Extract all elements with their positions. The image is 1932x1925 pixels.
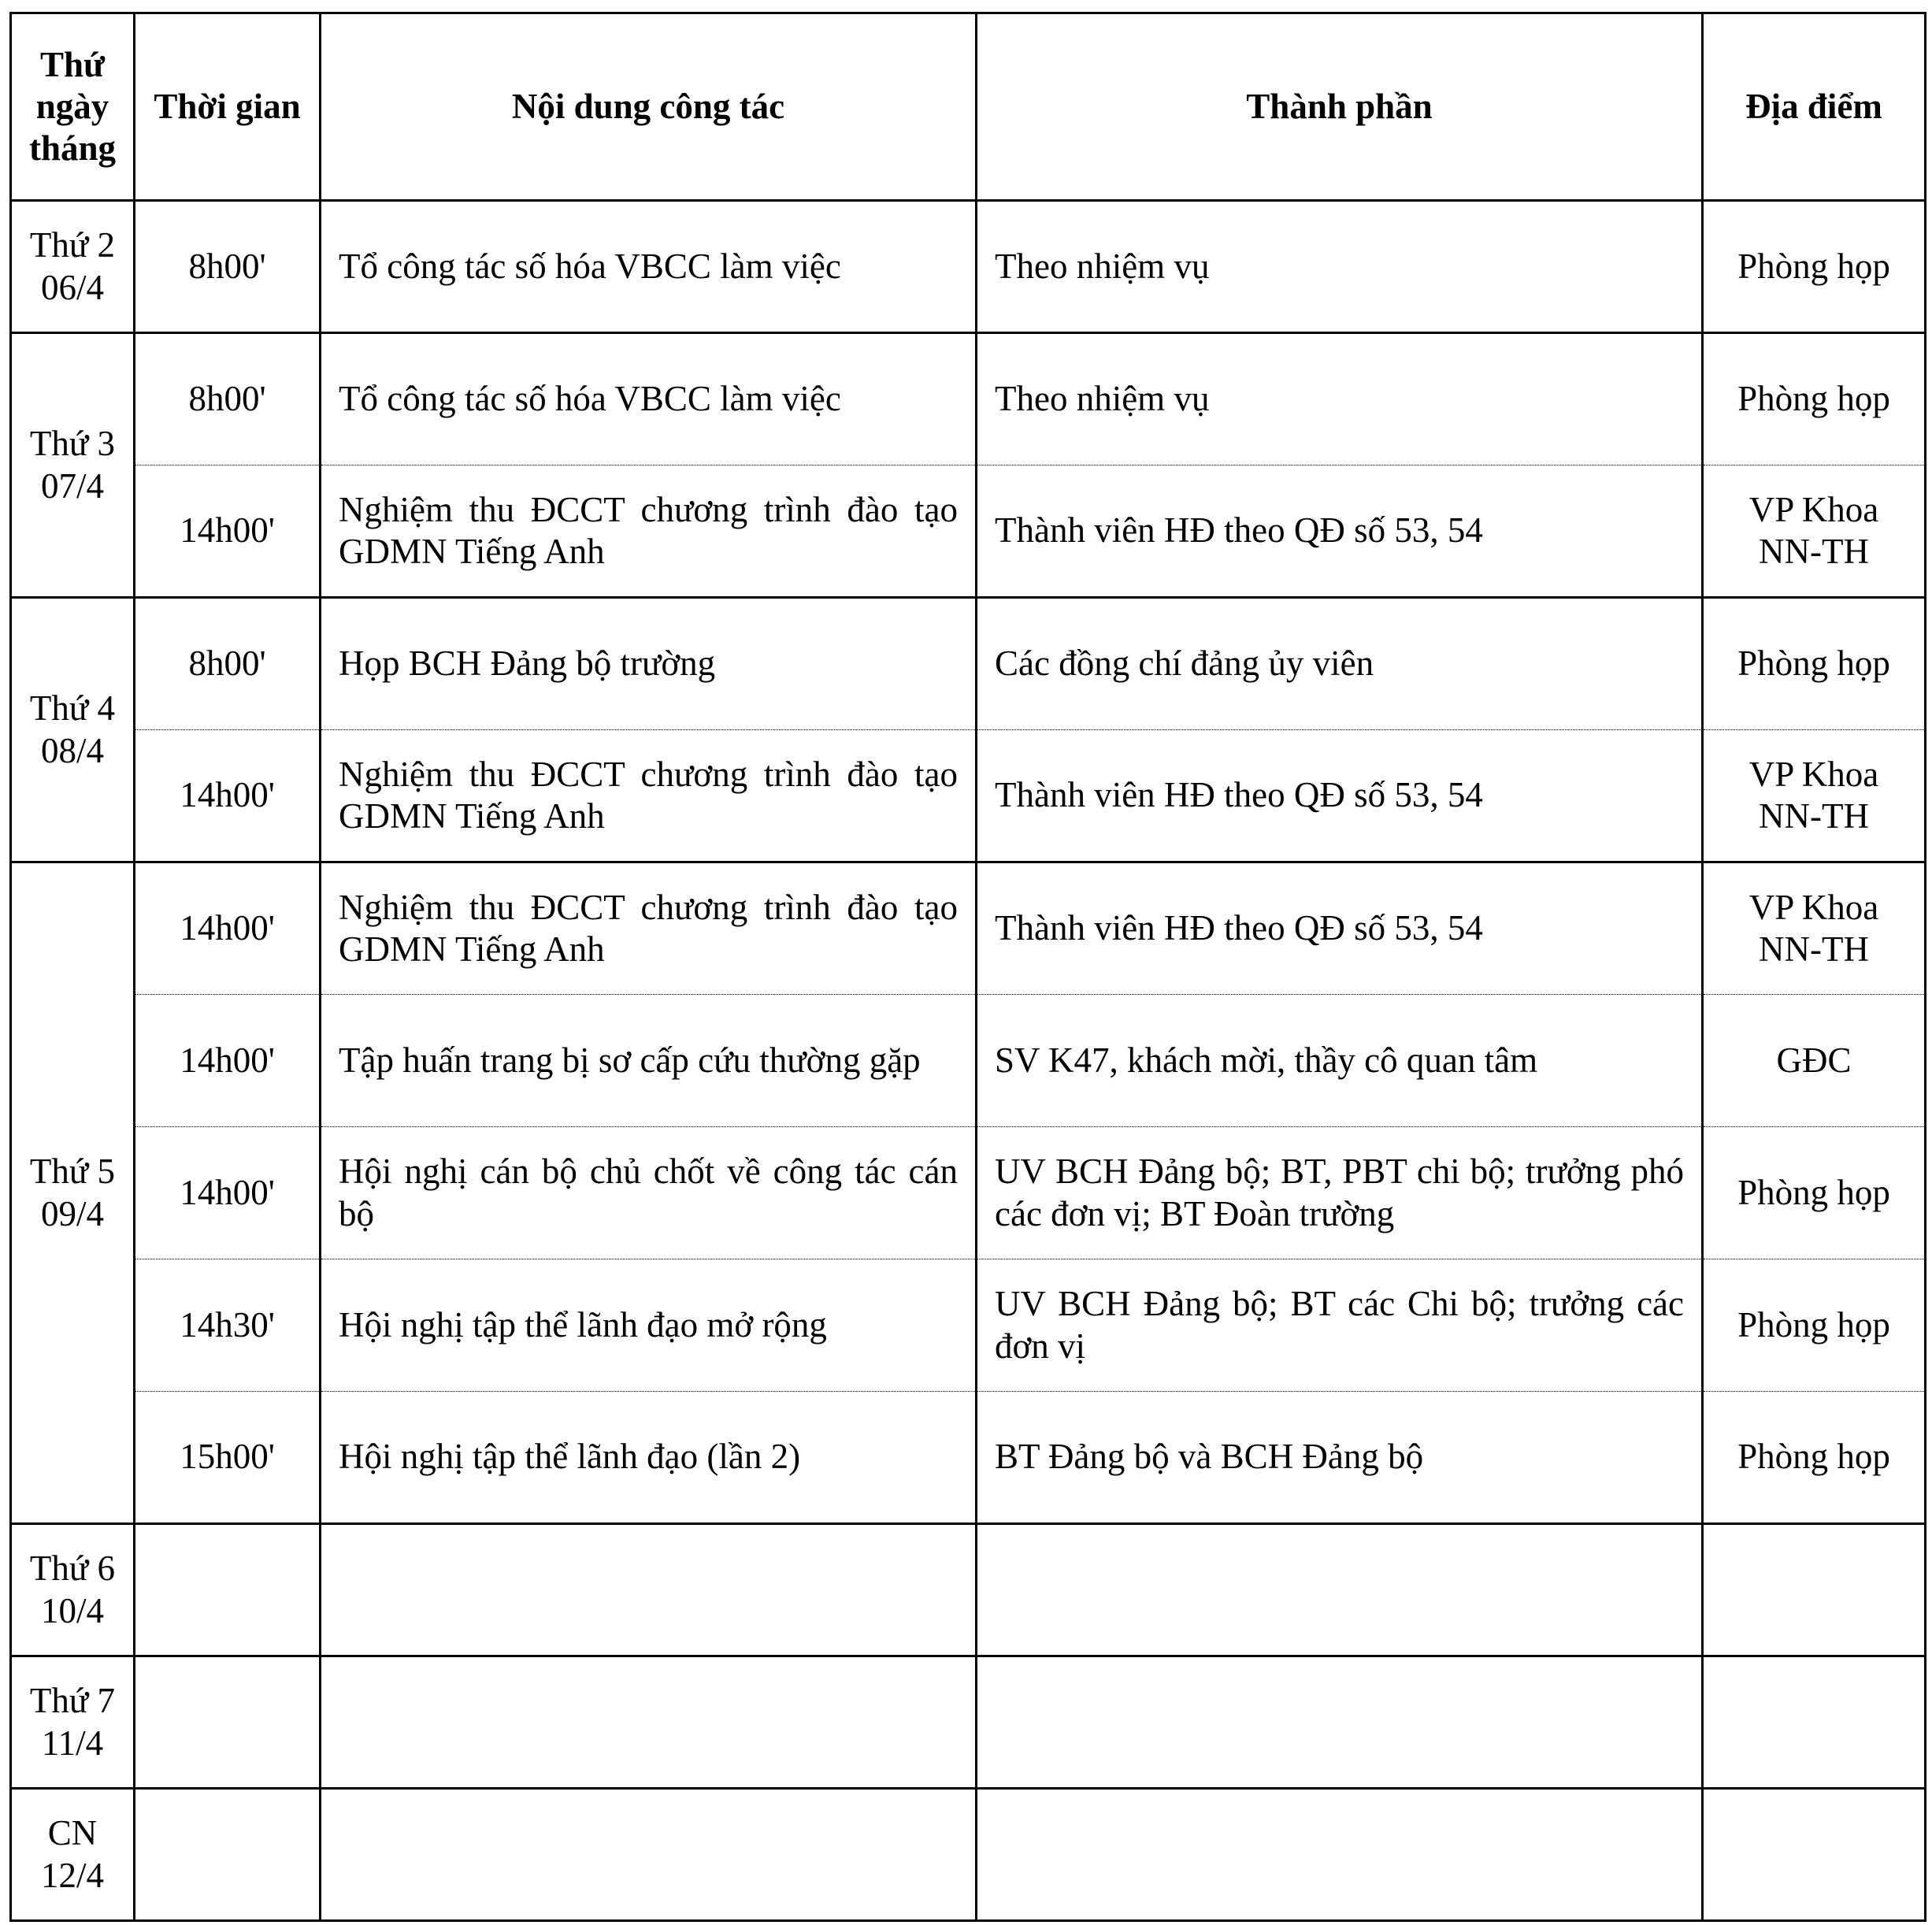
members-cell: Theo nhiệm vụ (977, 333, 1703, 465)
members-cell: SV K47, khách mời, thầy cô quan tâm (977, 995, 1703, 1127)
table-row (11, 862, 1926, 995)
content-cell: Hội nghị tập thể lãnh đạo (lần 2) (321, 1392, 977, 1524)
content-cell: Tập huấn trang bị sơ cấp cứu thường gặp (321, 995, 977, 1127)
day-cell: Thứ 2 06/4 (11, 201, 135, 333)
content-cell: Nghiệm thu ĐCCT chương trình đào tạo GDMN Tiếng Anh (321, 465, 977, 598)
place-cell: Phòng họp (1703, 1392, 1926, 1524)
time-cell (135, 1524, 321, 1656)
content-cell: Tổ công tác số hóa VBCC làm việc (321, 333, 977, 465)
table-row (11, 1259, 1926, 1392)
place-cell: VP Khoa NN-TH (1703, 730, 1926, 862)
time-cell: 8h00' (135, 333, 321, 465)
table-row (11, 1789, 1926, 1921)
members-cell (977, 1656, 1703, 1789)
members-cell: Thành viên HĐ theo QĐ số 53, 54 (977, 730, 1703, 862)
place-cell: VP Khoa NN-TH (1703, 465, 1926, 598)
time-cell (135, 1656, 321, 1789)
table-row (11, 995, 1926, 1127)
day-cell: CN 12/4 (11, 1789, 135, 1921)
content-cell: Nghiệm thu ĐCCT chương trình đào tạo GDMN Tiếng Anh (321, 730, 977, 862)
time-cell (135, 1789, 321, 1921)
place-cell: Phòng họp (1703, 1259, 1926, 1392)
header-place: Địa điểm (1703, 13, 1926, 201)
members-cell: Theo nhiệm vụ (977, 201, 1703, 333)
table-row (11, 1127, 1926, 1259)
place-cell: Phòng họp (1703, 201, 1926, 333)
table-row (11, 1656, 1926, 1789)
members-cell: Thành viên HĐ theo QĐ số 53, 54 (977, 862, 1703, 995)
day-cell: Thứ 6 10/4 (11, 1524, 135, 1656)
place-cell: Phòng họp (1703, 598, 1926, 730)
header-row (11, 13, 1926, 201)
time-cell: 8h00' (135, 598, 321, 730)
day-cell: Thứ 7 11/4 (11, 1656, 135, 1789)
table-row (11, 465, 1926, 598)
table-row (11, 730, 1926, 862)
schedule-table (9, 12, 1926, 1922)
place-cell (1703, 1789, 1926, 1921)
content-cell: Hội nghị tập thể lãnh đạo mở rộng (321, 1259, 977, 1392)
content-cell: Nghiệm thu ĐCCT chương trình đào tạo GDMN Tiếng Anh (321, 862, 977, 995)
content-cell: Tổ công tác số hóa VBCC làm việc (321, 201, 977, 333)
content-cell (321, 1656, 977, 1789)
place-cell: Phòng họp (1703, 1127, 1926, 1259)
time-cell: 15h00' (135, 1392, 321, 1524)
time-cell: 8h00' (135, 201, 321, 333)
table-row (11, 1392, 1926, 1524)
time-cell: 14h00' (135, 995, 321, 1127)
time-cell: 14h00' (135, 1127, 321, 1259)
members-cell: BT Đảng bộ và BCH Đảng bộ (977, 1392, 1703, 1524)
place-cell (1703, 1656, 1926, 1789)
day-cell: Thứ 4 08/4 (11, 598, 135, 862)
members-cell: Thành viên HĐ theo QĐ số 53, 54 (977, 465, 1703, 598)
header-members: Thành phần (977, 13, 1703, 201)
members-cell (977, 1524, 1703, 1656)
content-cell: Hội nghị cán bộ chủ chốt về công tác cán bộ (321, 1127, 977, 1259)
place-cell: Phòng họp (1703, 333, 1926, 465)
header-day: Thứ ngày tháng (11, 13, 135, 201)
place-cell: GĐC (1703, 995, 1926, 1127)
time-cell: 14h00' (135, 465, 321, 598)
table-row (11, 201, 1926, 333)
place-cell (1703, 1524, 1926, 1656)
time-cell: 14h30' (135, 1259, 321, 1392)
table-row (11, 333, 1926, 465)
table-row (11, 598, 1926, 730)
members-cell: UV BCH Đảng bộ; BT các Chi bộ; trưởng các đơn vị (977, 1259, 1703, 1392)
table-row (11, 1524, 1926, 1656)
day-cell: Thứ 3 07/4 (11, 333, 135, 598)
content-cell (321, 1789, 977, 1921)
members-cell: Các đồng chí đảng ủy viên (977, 598, 1703, 730)
day-cell: Thứ 5 09/4 (11, 862, 135, 1524)
header-content: Nội dung công tác (321, 13, 977, 201)
place-cell: VP Khoa NN-TH (1703, 862, 1926, 995)
content-cell (321, 1524, 977, 1656)
time-cell: 14h00' (135, 730, 321, 862)
members-cell (977, 1789, 1703, 1921)
time-cell: 14h00' (135, 862, 321, 995)
header-time: Thời gian (135, 13, 321, 201)
content-cell: Họp BCH Đảng bộ trường (321, 598, 977, 730)
members-cell: UV BCH Đảng bộ; BT, PBT chi bộ; trưởng phó các đơn vị; BT Đoàn trường (977, 1127, 1703, 1259)
